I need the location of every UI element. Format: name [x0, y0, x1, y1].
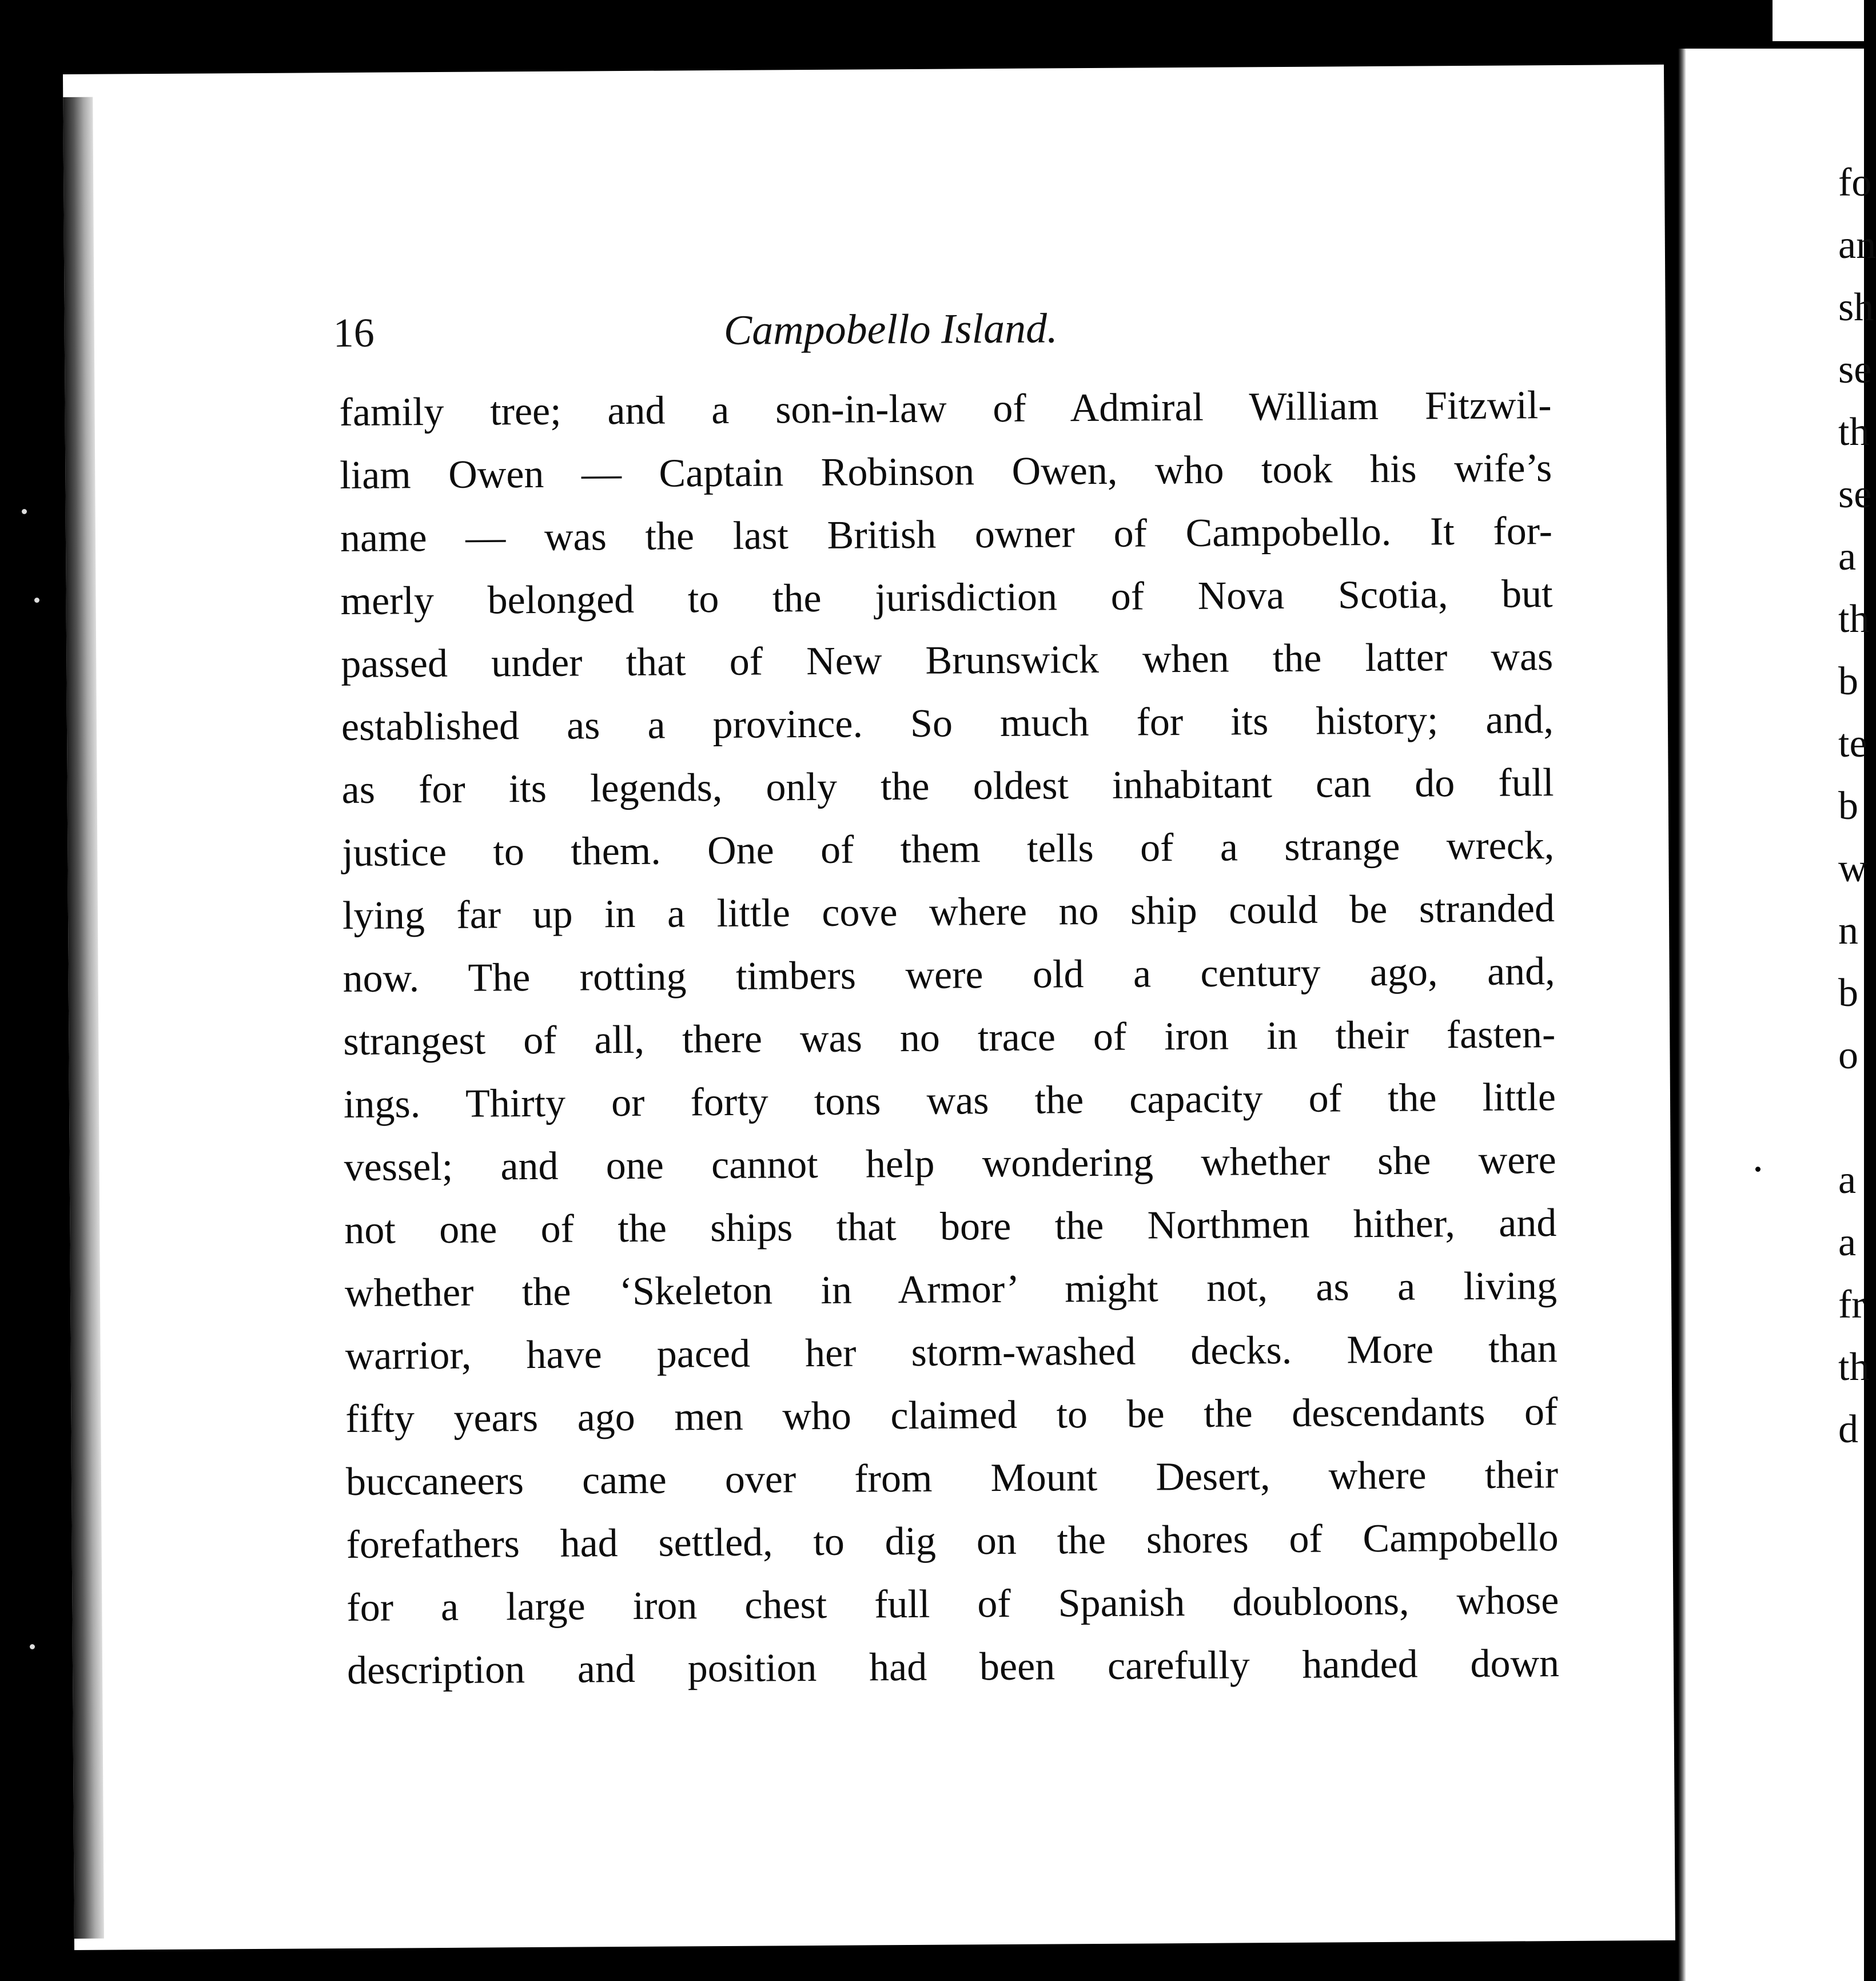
text-line: buccaneers came over from Mount Desert, where their — [345, 1453, 1559, 1505]
text-line: not one of the ships that bore the Northmen hither, and — [344, 1201, 1557, 1253]
text-line: fifty years ago men who claimed to be the descendants of — [345, 1390, 1558, 1442]
text-fragment: w — [1838, 846, 1867, 890]
page-number: 16 — [333, 309, 375, 356]
text-fragment: th — [1838, 1345, 1870, 1389]
book-page — [63, 65, 1675, 1950]
text-line: warrior, have paced her storm-washed decks. More than — [345, 1327, 1558, 1379]
scan-speck — [34, 598, 39, 603]
adjacent-page — [1678, 49, 1876, 1981]
paragraph-gap — [1838, 1087, 1864, 1149]
text-fragment: sh — [1838, 285, 1874, 329]
text-line: liam Owen — Captain Robinson Owen, who took his wife’s — [340, 446, 1552, 498]
scan-speck — [22, 509, 27, 514]
text-line: whether the ‘Skeleton in Armor’ might not, as a living — [344, 1264, 1558, 1316]
text-fragment: b — [1838, 971, 1858, 1015]
text-fragment: fr — [1838, 1283, 1865, 1327]
adjacent-page-edge — [1773, 0, 1864, 41]
text-fragment: th — [1838, 597, 1870, 641]
text-fragment: se — [1838, 348, 1872, 392]
text-line: now. The rotting timbers were old a century ago, and, — [342, 949, 1555, 1001]
adjacent-page-text — [1838, 152, 1876, 1461]
text-fragment: n — [1838, 909, 1858, 953]
text-fragment: b — [1838, 784, 1858, 828]
text-line: lying far up in a little cove where no ship could be stranded — [342, 886, 1555, 938]
body-text — [339, 374, 1559, 1702]
running-title: Campobello Island. — [723, 305, 1058, 354]
text-line: vessel; and one cannot help wondering whether she were — [344, 1138, 1556, 1190]
text-fragment: b — [1838, 659, 1858, 703]
text-fragment: fo — [1838, 161, 1872, 205]
text-line: description and position had been carefully handed down — [346, 1641, 1560, 1693]
scan-speck — [30, 1644, 35, 1649]
text-fragment: a — [1838, 1158, 1857, 1202]
text-line: family tree; and a son-in-law of Admiral William Fitzwil- — [339, 383, 1552, 435]
text-line: for a large iron chest full of Spanish doubloons, whose — [346, 1578, 1559, 1630]
text-line: passed under that of New Brunswick when the latter was — [341, 635, 1554, 687]
text-fragment: th — [1838, 410, 1870, 454]
page-binding-shadow — [63, 97, 104, 1939]
text-fragment: se — [1838, 472, 1872, 516]
page-header — [333, 284, 1277, 376]
text-line: forefathers had settled, to dig on the shores of Campobello — [346, 1515, 1559, 1568]
text-fragment: o — [1838, 1033, 1858, 1077]
text-fragment: te — [1838, 722, 1867, 766]
text-fragment: a — [1838, 1220, 1857, 1264]
scan-speck — [1755, 1167, 1761, 1172]
text-line: name — was the last British owner of Campobello. It for- — [340, 509, 1553, 561]
text-line: as for its legends, only the oldest inhabitant can do full — [341, 761, 1554, 813]
adjacent-page-fold — [1678, 49, 1686, 1981]
text-line: established as a province. So much for its history; and, — [341, 698, 1554, 750]
text-line: merly belonged to the jurisdiction of Nova Scotia, but — [340, 572, 1553, 624]
text-fragment: a — [1838, 535, 1857, 579]
text-fragment: d — [1838, 1407, 1858, 1451]
text-fragment: an — [1838, 223, 1876, 267]
text-line: ings. Thirty or forty tons was the capacity of the little — [343, 1075, 1556, 1127]
text-line: justice to them. One of them tells of a strange wreck, — [342, 824, 1555, 876]
text-line: strangest of all, there was no trace of iron in their fasten- — [343, 1012, 1556, 1064]
